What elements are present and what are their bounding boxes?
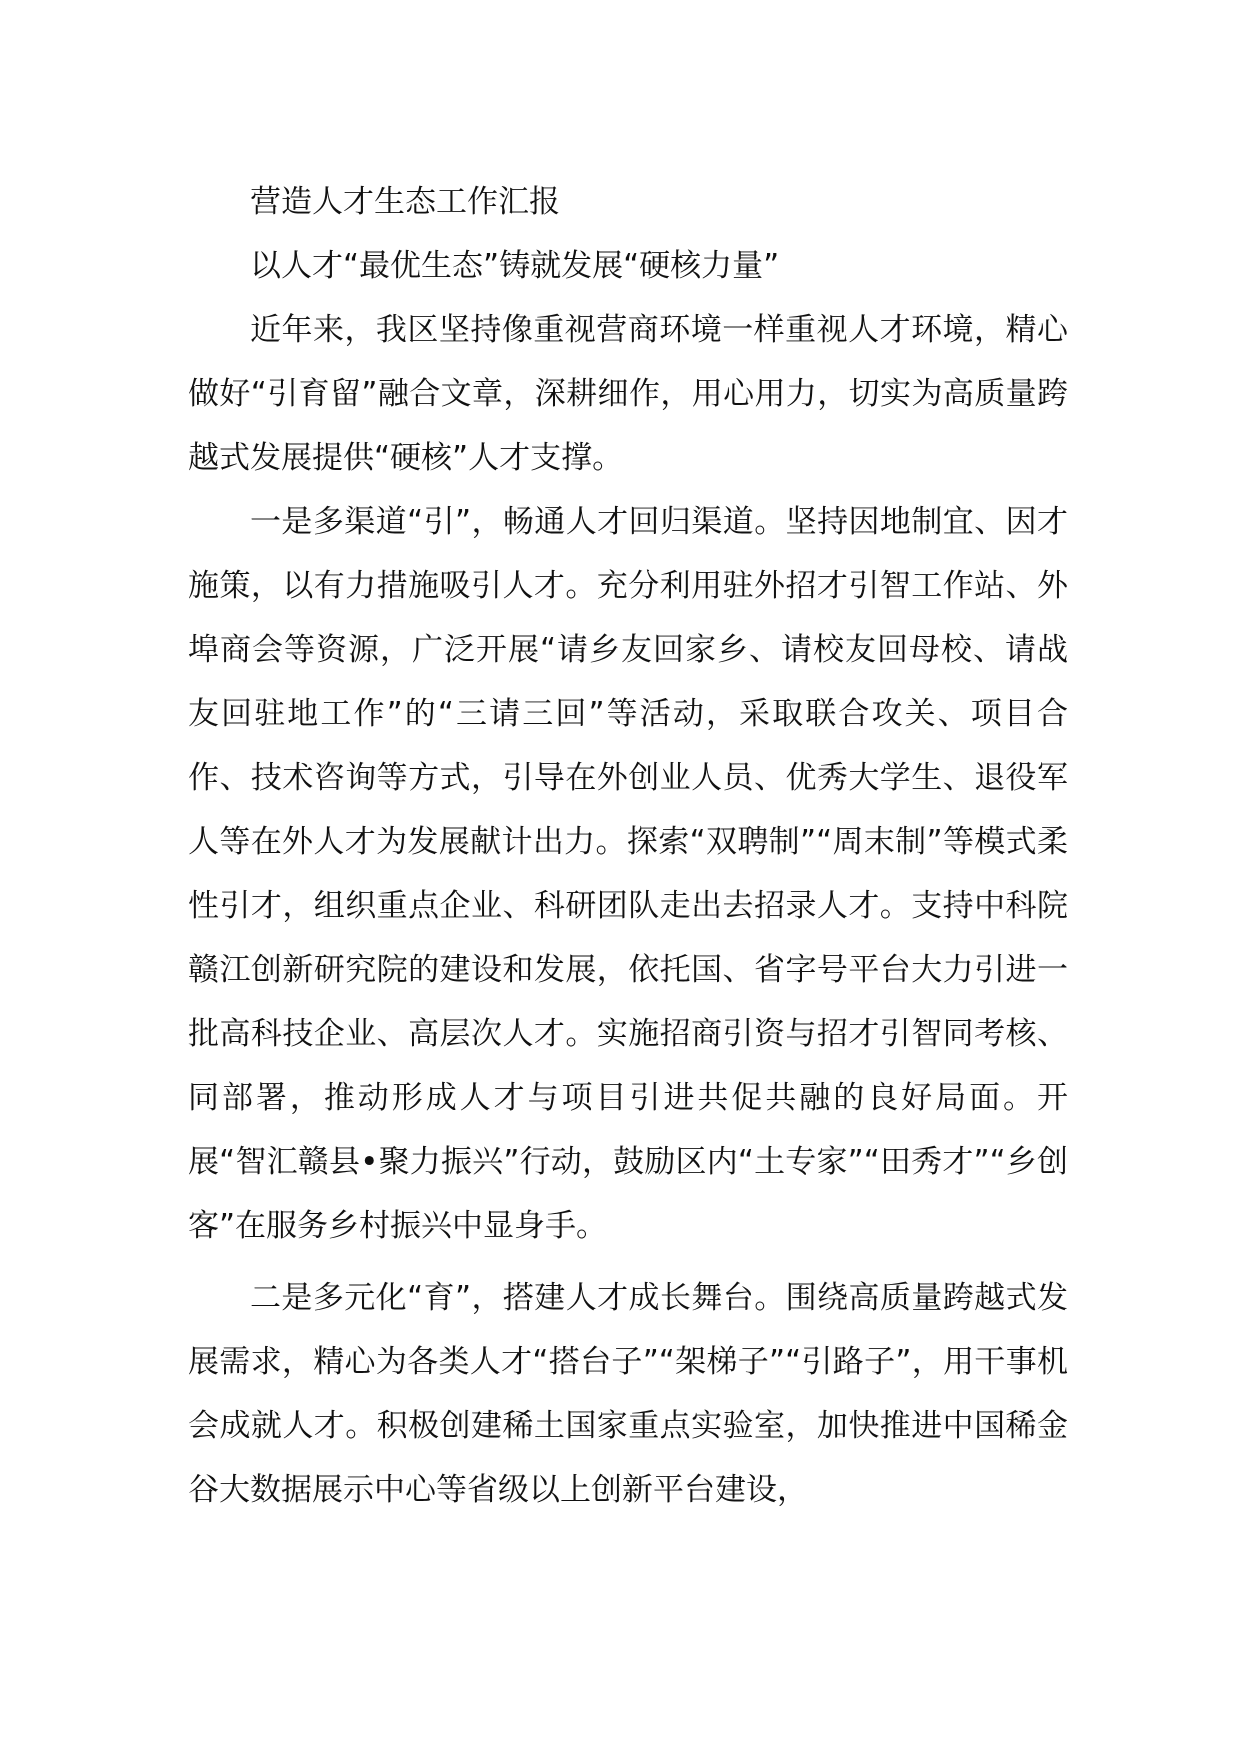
paragraph-cultivate-talent: 二是多元化“育”，搭建人才成长舞台。围绕高质量跨越式发展需求，精心为各类人才“搭台子”“架梯子”“引路子”，用干事机会成就人才。积极创建稀土国家重点实验室，加快推进中国稀金谷大数据展示中心等省级以上创新平台建设， [188,1280,1068,1508]
paragraph-attract-talent: 一是多渠道“引”，畅通人才回归渠道。坚持因地制宜、因才施策，以有力措施吸引人才。充分利用驻外招才引智工作站、外埠商会等资源，广泛开展“请乡友回家乡、请校友回母校、请战友回驻地工作”的“三请三回”等活动，采取联合攻关、项目合作、技术咨询等方式，引导在外创业人员、优秀大学生、退役军人等在外人才为发展献计出力。探索“双聘制”“周末制”等模式柔性引才，组织重点企业、科研团队走出去招录人才。支持中科院赣江创新研究院的建设和发展，依托国、省字号平台大力引进一批高科技企业、高层次人才。实施招商引资与招才引智同考核、同部署，推动形成人才与项目引进共促共融的良好局面。开展“智汇赣县•聚力振兴”行动，鼓励区内“土专家”“田秀才”“乡创客”在服务乡村振兴中显身手。 [188,504,1068,1244]
document-title: 营造人才生态工作汇报 [250,184,560,220]
document-subtitle: 以人才“最优生态”铸就发展“硬核力量” [250,248,780,284]
document-body [188,170,1068,1522]
paragraph-intro: 近年来，我区坚持像重视营商环境一样重视人才环境，精心做好“引育留”融合文章，深耕细作，用心用力，切实为高质量跨越式发展提供“硬核”人才支撑。 [188,312,1068,476]
